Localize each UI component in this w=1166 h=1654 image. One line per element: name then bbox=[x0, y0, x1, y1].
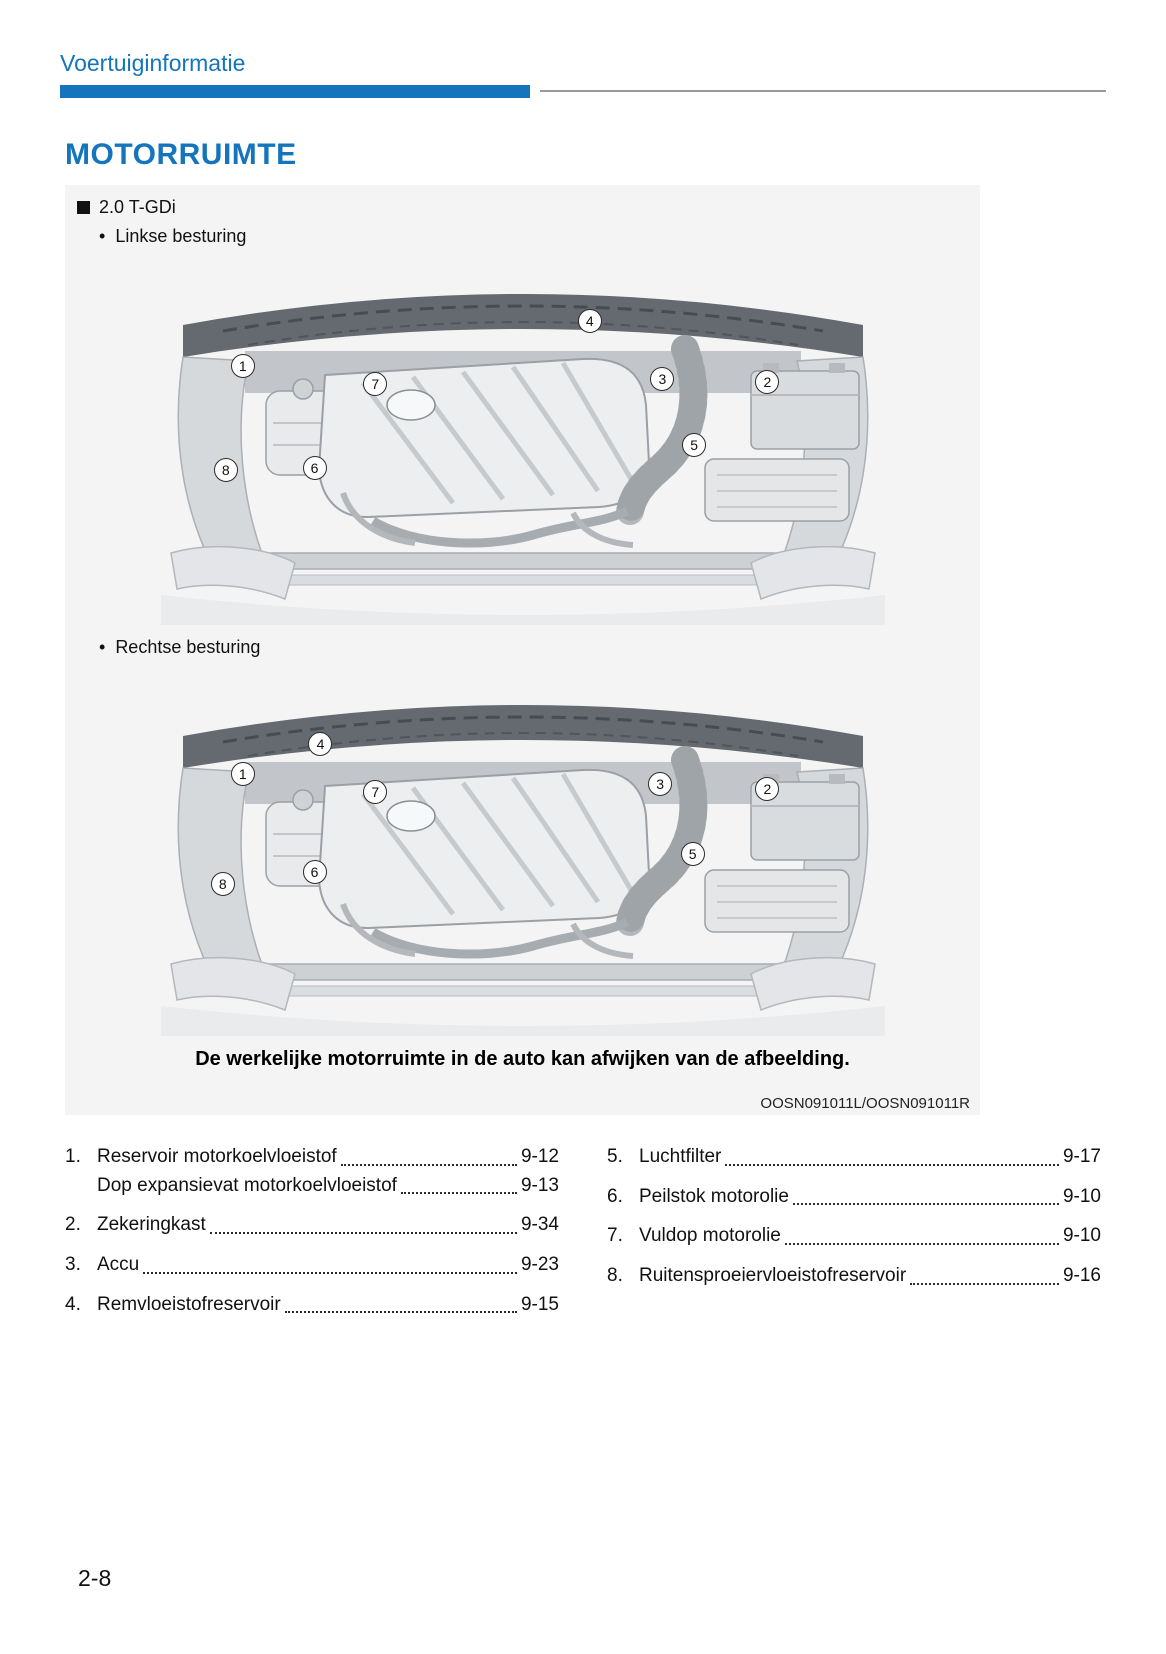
legend-item bbox=[607, 1185, 1101, 1210]
engine-variant-row bbox=[65, 185, 980, 218]
callout-1: 1 bbox=[231, 762, 255, 786]
square-bullet-icon bbox=[77, 201, 90, 214]
callout-2: 2 bbox=[755, 777, 779, 801]
legend-item-number: 2. bbox=[65, 1214, 81, 1236]
legend-item-label: Ruitensproeiervloeistofreservoir bbox=[639, 1265, 907, 1287]
callout-6: 6 bbox=[303, 860, 327, 884]
callout-6: 6 bbox=[303, 456, 327, 480]
dotted-leader bbox=[401, 1192, 517, 1194]
legend-item-label: Vuldop motorolie bbox=[639, 1225, 781, 1247]
legend-item-label: Reservoir motorkoelvloeistof bbox=[97, 1146, 337, 1167]
legend-item-number: 4. bbox=[65, 1293, 81, 1315]
legend-item bbox=[65, 1174, 559, 1199]
legend-item-number: 5. bbox=[607, 1146, 623, 1167]
legend-item bbox=[65, 1145, 559, 1170]
dotted-leader bbox=[341, 1164, 517, 1166]
lhd-label: • Linkse besturing bbox=[65, 218, 980, 247]
legend-item-number: 7. bbox=[607, 1225, 623, 1247]
legend bbox=[65, 1145, 1101, 1332]
legend-item bbox=[607, 1145, 1101, 1170]
legend-item-page: 9-12 bbox=[520, 1146, 559, 1167]
legend-item-number: 1. bbox=[65, 1146, 81, 1167]
dotted-leader bbox=[210, 1232, 517, 1234]
callout-7: 7 bbox=[363, 372, 387, 396]
callout-4: 4 bbox=[308, 732, 332, 756]
legend-item bbox=[65, 1213, 559, 1238]
legend-item-page: 9-34 bbox=[520, 1214, 559, 1236]
engine-figure-lhd bbox=[153, 253, 893, 625]
legend-item-label: Peilstok motorolie bbox=[639, 1185, 789, 1207]
legend-item bbox=[65, 1253, 559, 1278]
legend-item-page: 9-23 bbox=[520, 1254, 559, 1276]
figure-caption: De werkelijke motorruimte in de auto kan afwijken van de afbeelding. bbox=[195, 1048, 850, 1070]
legend-item-page: 9-10 bbox=[1062, 1225, 1101, 1247]
chapter-title: Voertuiginformatie bbox=[60, 50, 246, 76]
header-rule bbox=[60, 85, 1106, 99]
section-title: MOTORRUIMTE bbox=[65, 138, 297, 171]
legend-item-page: 9-15 bbox=[520, 1293, 559, 1315]
figure-panel bbox=[65, 185, 980, 1115]
dotted-leader bbox=[785, 1243, 1059, 1245]
legend-item-label: Zekeringkast bbox=[97, 1214, 206, 1236]
legend-column-left bbox=[65, 1145, 559, 1332]
legend-item-label: Luchtfilter bbox=[639, 1146, 722, 1167]
callout-8: 8 bbox=[211, 872, 235, 896]
callout-4: 4 bbox=[578, 309, 602, 333]
dotted-leader bbox=[725, 1164, 1059, 1166]
legend-item-number: 3. bbox=[65, 1254, 81, 1276]
legend-item-label: Dop expansievat motorkoelvloeistof bbox=[97, 1174, 397, 1196]
legend-item bbox=[607, 1264, 1101, 1289]
dotted-leader bbox=[143, 1272, 517, 1274]
header-rule-line bbox=[540, 90, 1106, 92]
callout-5: 5 bbox=[682, 433, 706, 457]
header-rule-accent-bar bbox=[60, 85, 530, 98]
legend-item-number: 6. bbox=[607, 1185, 623, 1207]
legend-column-right bbox=[607, 1145, 1101, 1332]
legend-item-page: 9-13 bbox=[520, 1174, 559, 1196]
figure-code: OOSN091011L/OOSN091011R bbox=[760, 1095, 970, 1112]
rhd-label: • Rechtse besturing bbox=[65, 625, 980, 658]
legend-item-page: 9-16 bbox=[1062, 1265, 1101, 1287]
callout-3: 3 bbox=[650, 367, 674, 391]
engine-bay-illustration bbox=[153, 664, 893, 1036]
callout-1: 1 bbox=[231, 354, 255, 378]
engine-bay-illustration bbox=[153, 253, 893, 625]
legend-item-label: Remvloeistofreservoir bbox=[97, 1293, 281, 1315]
callout-3: 3 bbox=[648, 772, 672, 796]
dotted-leader bbox=[910, 1283, 1059, 1285]
callout-7: 7 bbox=[363, 780, 387, 804]
legend-item-page: 9-10 bbox=[1062, 1185, 1101, 1207]
legend-item-label: Accu bbox=[97, 1254, 140, 1276]
callout-8: 8 bbox=[214, 458, 238, 482]
legend-item-page: 9-17 bbox=[1062, 1146, 1101, 1167]
legend-item bbox=[607, 1224, 1101, 1249]
engine-figure-rhd bbox=[153, 664, 893, 1036]
callout-2: 2 bbox=[755, 370, 779, 394]
dotted-leader bbox=[285, 1311, 517, 1313]
engine-variant-label: 2.0 T-GDi bbox=[99, 197, 176, 217]
dotted-leader bbox=[793, 1203, 1059, 1205]
legend-item-number: 8. bbox=[607, 1265, 623, 1287]
page-number: 2-8 bbox=[78, 1565, 112, 1591]
callout-5: 5 bbox=[681, 842, 705, 866]
legend-item bbox=[65, 1293, 559, 1318]
